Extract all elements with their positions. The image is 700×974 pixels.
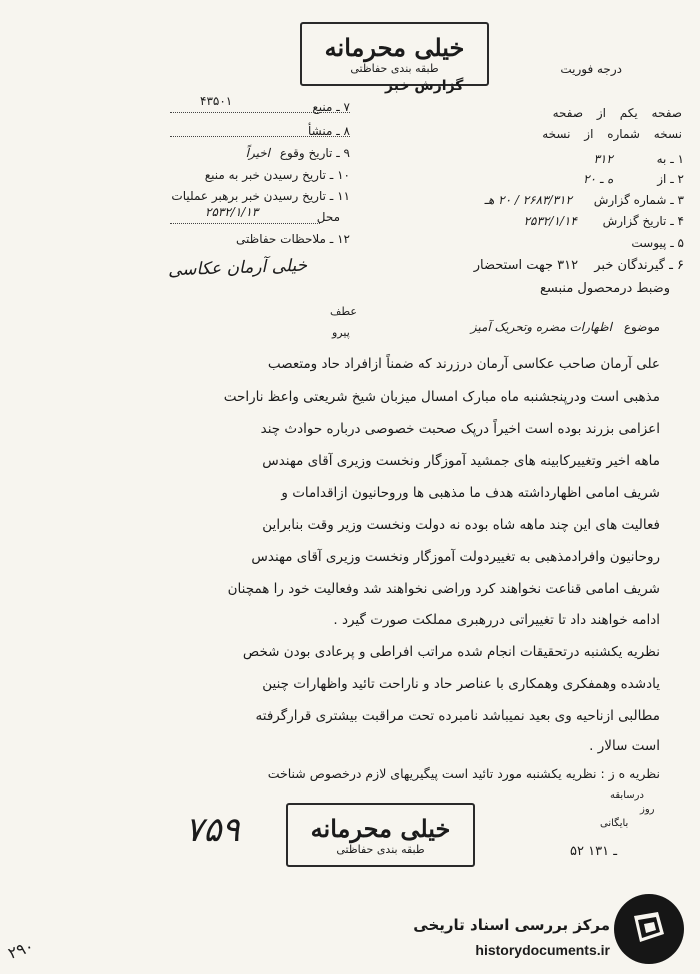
classification-stamp-top xyxy=(300,22,489,86)
margin-note: درسابقه xyxy=(610,790,644,801)
footer-url: historydocuments.ir xyxy=(475,942,610,958)
body-line: نظریه یکشنبه درتحقیقات انجام شده مراتب افراطی و پرعادی بودن شخص xyxy=(242,644,660,660)
priority-label: درجه فوریت xyxy=(560,62,622,76)
archive-logo-icon xyxy=(614,894,684,964)
meta-right-row: ۱ ـ به ۳۱۲ xyxy=(593,152,684,166)
meta-right-row: ۶ ـ گیرندگان خبر ۳۱۲ جهت استحضار xyxy=(473,258,684,273)
location-value: ۲۵۳۲/۱/۱۳ xyxy=(205,205,259,219)
body-line: علی آرمان صاحب عکاسی آرمان درزرند که ضمناً ازافراد حاد ومتعصب xyxy=(267,356,660,372)
meta-right-row: ۴ ـ تاریخ گزارش ۲۵۳۲/۱/۱۴ xyxy=(523,214,684,228)
copy-label: نسخه شماره از نسخه xyxy=(542,127,682,141)
subject-ref-bottom: پیرو xyxy=(332,326,350,339)
body-line: روحانیون وافرادمذهبی به تغییردولت آموزگار ونخست وزیری آقای مهندس xyxy=(251,549,660,565)
meta-left-row: ۸ ـ منشأ xyxy=(307,124,350,138)
origin-line xyxy=(170,136,350,137)
meta-left-row: ۱۲ ـ ملاحظات حفاظتی xyxy=(236,232,350,246)
stamp-bottom-sub: طبقه بندی حفاظتی xyxy=(336,843,425,856)
meta-left-row: ۷ ـ منبع xyxy=(312,100,350,114)
subject-line xyxy=(471,320,660,334)
subject-label: موضوع xyxy=(623,320,660,334)
meta-left-row: محل xyxy=(316,210,340,224)
stamp-top-main: خیلی محرمانه xyxy=(324,33,465,62)
body-line: شریف امامی قناعت نخواهند کرد وراضی نخواهند شد وفعالیت خود را همچنان xyxy=(227,581,660,597)
source-value: ۴۳۵۰۱ xyxy=(200,94,233,108)
meta-right-row: ۲ ـ از ه ـ ۲۰ xyxy=(583,172,684,186)
stamp-top-sub: طبقه بندی حفاظتی xyxy=(350,62,439,75)
body-line: شریف امامی اظهارداشته هدف ما مذهبی ها وروحانیون ازاقدامات و xyxy=(281,485,660,501)
footer-org-name: مرکز بررسی اسناد تاریخی xyxy=(413,916,610,934)
subject-ref-top: عطف xyxy=(330,305,357,318)
body-line: اعزامی بزرند بوده است اخیراً درپک صحبت خصوصی درباره حوادث چند xyxy=(260,421,660,437)
stamp-bottom-main: خیلی محرمانه xyxy=(310,814,451,843)
corner-mark: ۲۹۰ xyxy=(5,936,37,963)
handwritten-number: ۷۵۹ xyxy=(185,810,240,850)
margin-note: روز xyxy=(640,804,655,815)
opinion-line: نظریه ه ز : نظریه یکشنبه مورد تائید است پیگیریهای لازم درخصوص شناخت xyxy=(267,766,660,781)
meta-left-row: ۹ ـ تاریخ وقوع اخیراً xyxy=(245,146,350,160)
location-line xyxy=(170,223,320,224)
source-line xyxy=(170,112,350,113)
body-line: فعالیت های این چند ماهه شاه بوده نه دولت ونخست وزیر وقت بنابراین xyxy=(262,517,660,533)
meta-left-row: ۱۱ ـ تاریخ رسیدن خبر برهبر عملیات xyxy=(171,189,350,203)
page-code: ۵۲ ـ ۱۳۱ xyxy=(570,844,618,859)
body-line: است سالار . xyxy=(589,738,660,754)
body-line: مطالبی ازناحیه وی بعید نمیباشد نامبرده تحت مراقبت بیشتری قرارگرفته xyxy=(255,708,660,724)
meta-right-row: وضبط درمحصول منبسع xyxy=(539,281,670,296)
meta-left-row: ۱۰ ـ تاریخ رسیدن خبر به منبع xyxy=(204,168,350,182)
handwritten-note: خیلی آرمان عکاسی xyxy=(167,255,308,281)
classification-stamp-bottom xyxy=(286,803,475,867)
body-line: یادشده وهمفکری وهمکاری با عناصر حاد و ناراحت تائید واظهارات چنین xyxy=(262,676,660,692)
meta-right-row: ۳ ـ شماره گزارش ۲۶۸۳/۳۱۲ / ۲۰ هـ xyxy=(484,193,684,207)
meta-right-row: ۵ ـ پیوست xyxy=(631,236,684,250)
body-line: مذهبی است ودرپنجشنبه ماه مبارک امسال میزبان شیخ شریعتی واعظ ناراحت xyxy=(223,389,660,405)
margin-note: بایگانی xyxy=(600,818,629,829)
body-line: ادامه خواهند داد تا تغییراتی دررهبری مملکت صورت گیرد . xyxy=(333,612,660,628)
body-line: ماهه اخیر وتغییرکابینه های جمشید آموزگار ونخست وزیری آقای مهندس xyxy=(262,453,660,469)
report-title: گزارش خبر xyxy=(385,78,464,94)
page-label: صفحه یکم از صفحه xyxy=(552,106,682,120)
subject-text: اظهارات مضره وتحریک آمیز xyxy=(470,320,612,334)
